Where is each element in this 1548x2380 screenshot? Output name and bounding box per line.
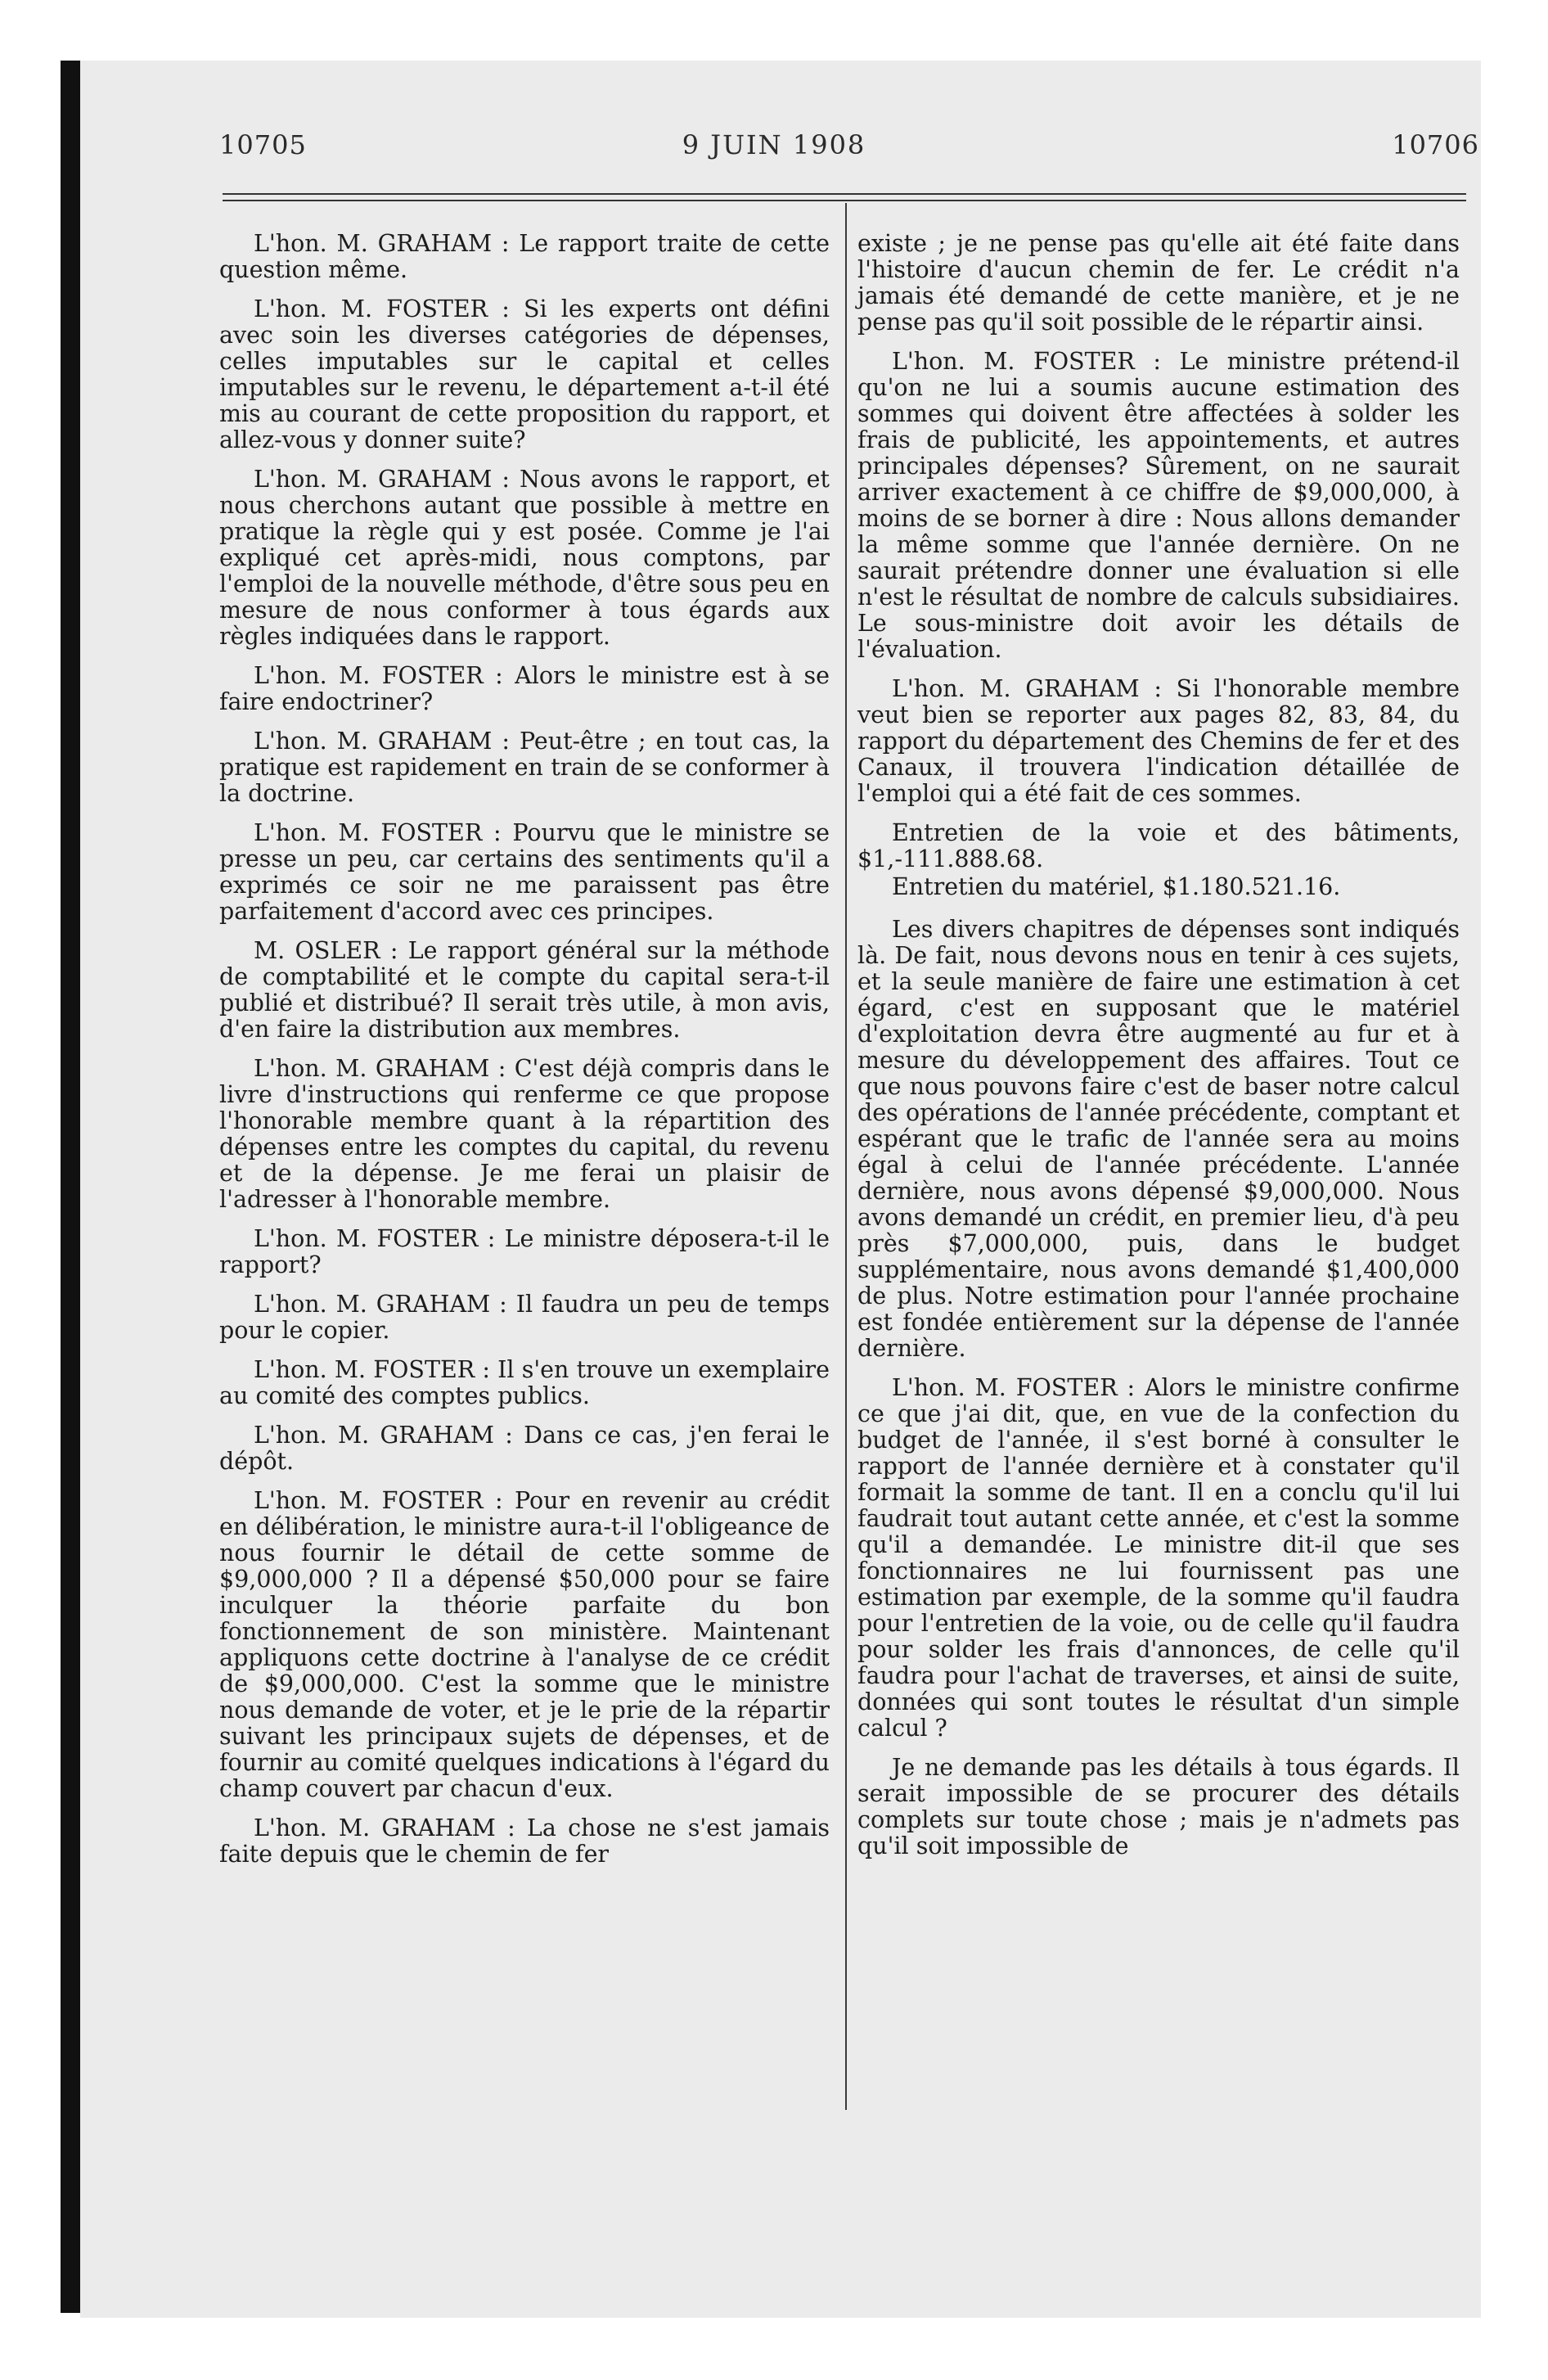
paragraph: L'hon. M. GRAHAM : Dans ce cas, j'en ferai le dépôt. — [219, 1422, 830, 1475]
paragraph: L'hon. M. GRAHAM : Il faudra un peu de temps pour le copier. — [219, 1291, 830, 1344]
paragraph: L'hon. M. GRAHAM : C'est déjà compris dans le livre d'instructions qui renferme ce que propose l'honorable membre quant à la répartition des dépenses entre les comptes du capital, du revenu et de la dépense. Je me ferai un plaisir de l'adresser à l'honorable membre. — [219, 1055, 830, 1213]
paragraph-continuation: existe ; je ne pense pas qu'elle ait été faite dans l'histoire d'aucun chemin de fer. Le crédit n'a jamais été demandé de cette manière, et je ne pense pas qu'il soit possible de le répartir ainsi. — [857, 230, 1460, 336]
right-column — [857, 231, 1460, 1873]
header-rule — [223, 193, 1466, 195]
paragraph: L'hon. M. GRAHAM : Peut-être ; en tout cas, la pratique est rapidement en train de se conformer à la doctrine. — [219, 728, 830, 807]
paragraph: L'hon. M. GRAHAM : Si l'honorable membre veut bien se reporter aux pages 82, 83, 84, du rapport du département des Chemins de fer et des Canaux, il trouvera l'indication détaillée de l'emploi qui a été fait de ces sommes. — [857, 675, 1460, 807]
expense-entry: Entretien du matériel, $1.180.521.16. — [892, 873, 1341, 900]
paragraph: L'hon. M. GRAHAM : La chose ne s'est jamais faite depuis que le chemin de fer — [219, 1814, 830, 1868]
paragraph: L'hon. M. FOSTER : Pourvu que le ministre se presse un peu, car certains des sentiments qu'il a exprimés ce soir ne me paraissent pas être parfaitement d'accord avec ces principes. — [219, 819, 830, 925]
page-number-right: 10706 — [1392, 129, 1479, 160]
header-rule-double — [223, 200, 1466, 201]
paragraph: L'hon. M. FOSTER : Alors le ministre confirme ce que j'ai dit, que, en vue de la confection du budget de l'année, il s'est borné à consulter le rapport de l'année dernière et à constater qu'il formait la somme de tant. Il en a conclu qu'il lui faudrait tout autant cette année, et c'est la somme qu'il a demandée. Le ministre dit-il que ses fonctionnaires ne lui fournissent pas une estimation par exemple, de la somme qu'il faudra pour l'entretien de la voie, ou de celle qu'il faudra pour solder les frais d'annonces, de celle qu'il faudra pour l'achat de traverses, et ainsi de suite, données qui sont toutes le résultat d'un simple calcul ? — [857, 1374, 1460, 1742]
left-column — [219, 231, 830, 1881]
paragraph: L'hon. M. FOSTER : Alors le ministre est à se faire endoctriner? — [219, 662, 830, 715]
paragraph: L'hon. M. FOSTER : Le ministre déposera-t-il le rapport? — [219, 1225, 830, 1278]
paragraph: L'hon. M. FOSTER : Le ministre prétend-il qu'on ne lui a soumis aucune estimation des sommes qui doivent être affectées à solder les frais de publicité, les appointements, et autres principales dépenses? Sûrement, on ne saurait arriver exactement à ce chiffre de $9,000,000, à moins de se borner à dire : Nous allons demander la même somme que l'année dernière. On ne saurait prétendre donner une évaluation si elle n'est le résultat de nombre de calculs subsidiaires. Le sous-ministre doit avoir les détails de l'évaluation. — [857, 348, 1460, 663]
column-divider — [845, 203, 847, 2110]
paragraph: L'hon. M. FOSTER : Il s'en trouve un exemplaire au comité des comptes publics. — [219, 1356, 830, 1409]
paragraph: L'hon. M. GRAHAM : Nous avons le rapport, et nous cherchons autant que possible à mettre en pratique la règle qui y est posée. Comme je l'ai expliqué cet après-midi, nous comptons, par l'emploi de la nouvelle méthode, d'être sous peu en mesure de nous conformer à tous égards aux règles indiquées dans le rapport. — [219, 466, 830, 650]
paragraph: Les divers chapitres de dépenses sont indiqués là. De fait, nous devons nous en tenir à ces sujets, et la seule manière de faire une estimation à cet égard, c'est en supposant que le matériel d'exploitation devra être augmenté au fur et à mesure du développement des affaires. Tout ce que nous pouvons faire c'est de baser notre calcul des opérations de l'année précédente, comptant et espérant que le trafic de l'année sera au moins égal à celui de l'année précédente. L'année dernière, nous avons dépensé $9,000,000. Nous avons demandé un crédit, en premier lieu, d'à peu près $7,000,000, puis, dans le budget supplémentaire, nous avons demandé $1,400,000 de plus. Notre estimation pour l'année prochaine est fondée entièrement sur la dépense de l'année dernière. — [857, 916, 1460, 1362]
paragraph: Je ne demande pas les détails à tous égards. Il serait impossible de se procurer des détails complets sur toute chose ; mais je n'admets pas qu'il soit impossible de — [857, 1754, 1460, 1859]
paragraph: L'hon. M. FOSTER : Si les experts ont défini avec soin les diverses catégories de dépenses, celles imputables sur le capital et celles imputables sur le revenu, le département a-t-il été mis au courant de cette proposition du rapport, et allez-vous y donner suite? — [219, 295, 830, 453]
paragraph: M. OSLER : Le rapport général sur la méthode de comptabilité et le compte du capital sera-t-il publié et distribué? Il serait très utile, à mon avis, d'en faire la distribution aux membres. — [219, 937, 830, 1043]
page-number-left: 10705 — [219, 129, 307, 160]
expense-entry: Entretien de la voie et des bâtiments, $1,-111.888.68. — [857, 819, 1460, 872]
paragraph: L'hon. M. FOSTER : Pour en revenir au crédit en délibération, le ministre aura-t-il l'obligeance de nous fournir le détail de cette somme de $9,000,000 ? Il a dépensé $50,000 pour se faire inculquer la théorie parfaite du bon fonctionnement de son ministère. Maintenant appliquons cette doctrine à l'analyse de ce crédit de $9,000,000. C'est la somme que le ministre nous demande de voter, et je le prie de la répartir suivant les principaux sujets de dépenses, et de fournir au comité quelques indications à l'égard du champ couvert par chacun d'eux. — [219, 1487, 830, 1802]
paragraph: L'hon. M. GRAHAM : Le rapport traite de cette question même. — [219, 230, 830, 283]
page-date: 9 JUIN 1908 — [682, 129, 866, 160]
